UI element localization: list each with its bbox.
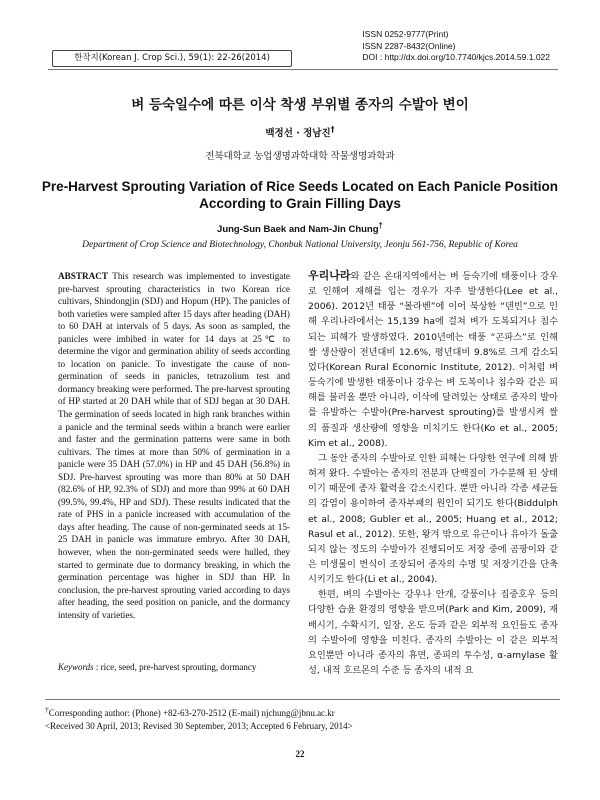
abstract-label: ABSTRACT [58,271,109,281]
body-paragraph-3: 한편, 벼의 수발아는 강우나 안개, 강풍이나 집중호우 등의 다양한 습윤 환경의 영향을 받으며(Park and Kim, 2009), 재배시기, 수확시기, 일장, 온도 등과 같은 외부적 요인들도 종자의 수발아에 영향을 미친다. 종자의 수발아는 이 같은 외부적 요인뿐만 아니라 종자의 휴면, 종피의 투수성, α-amylase 활성, 내적 호르몬의 수준 등 종자의 내적 요 [308,589,558,677]
page-number: 22 [295,749,305,759]
issn-print: ISSN 0252-9777(Print) [362,29,449,39]
header-divider [48,69,558,70]
journal-citation-box [52,50,292,67]
korean-author-names: 백정선 · 정남진 [265,128,331,140]
body-paragraph-1-text: 와 같은 온대지역에서는 벼 등숙기에 태풍이나 강우로 인해여 재해를 입는 경우가 자주 발생한다(Lee et al., 2006). 2012년 태풍 “볼라벤”에 이어 북상한 “덴빈”으로 인해 우리나라에서는 15,139 ha에 걸쳐 벼가 도복되거나 침수되는 피해가 발생하였다. 2010년에는 태풍 “곤파스”로 인해 쌀 생산량이 전년대비 12.6%, 평년대비 9.8%로 크게 감소되었다(Korean Rural Economic Institute, 2012). 이처럼 벼 등숙기에 발생한 태풍이나 강우는 벼 도복이나 침수와 같은 피해를 불러올 뿐만 아니라, 이삭에 달려있는 상태로 종자의 발아를 유발하는 수발아(Pre-harvest sprouting)를 발생시켜 쌀의 품질과 생산량에 영향을 미치기도 한다(Ko et al., 2005; Kim et al., 2008). [308,271,558,449]
english-title: Pre-Harvest Sprouting Variation of Rice Seeds Located on Each Panicle Position According to Grain Filling Days [41,179,559,211]
korean-title: 벼 등숙일수에 따른 이삭 착생 부위별 종자의 수발아 변이 [131,97,469,113]
english-authors [0,221,600,235]
received-dates: <Received 30 April, 2013; Revised 30 September, 2013; Accepted 6 February, 2014> [45,721,353,731]
journal-citation: 한작지(Korean J. Crop Sci.), 59(1): 22-26(2014) [74,53,270,63]
body-lead-word: 우리나라 [308,269,351,282]
korean-author-mark: † [330,125,335,134]
footnote-mark: † [45,705,49,714]
footnote [45,703,560,733]
english-author-names: Jung-Sun Baek and Nam-Jin Chung [217,224,379,236]
abstract [58,270,290,621]
abstract-text: This research was implemented to investigate pre-harvest sprouting characteristics in two Korean rice cultivars, Shindongjin (SDJ) and Hopum (HP). The panicles of both varieties were sampled after 15 days after heading (DAH) to 60 DAH at intervals of 5 days. As soon as sampled, the panicles were imbibed in water for 14 days at 25℃ to determine the vigor and germination ability of seeds according to location on panicle. To investigate the cause of non-germination of seeds in panicles, tetrazolium test and dormancy breaking were performed. The pre-harvest sprouting of HP started at 20 DAH while that of SDJ began at 30 DAH. The germination of seeds located in high rank branches within a panicle and the terminal seeds within a branch were earlier and faster and the germination patterns were same in both cultivars. The times at more than 50% of germination in a panicle were 35 DAH (57.0%) in HP and 45 DAH (56.8%) in SDJ. Pre-harvest sprouting was more than 80% at 50 DAH (82.6% of HP, 92.3% of SDJ) and more than 99% at 60 DAH (99.5%, 99.4%, HP and SDJ). These results indicated that the rate of PHS in a panicle increased with accumulation of the days after heading. The cause of non-germinated seeds at 15-25 DAH in panicle was immature embryo. After 30 DAH, however, when the non-germinated seeds were hulled, they started to germinate due to dormancy breaking, in which the germination percentage was higher in SDJ than HP. In conclusion, the pre-harvest sprouting varied according to days after heading, the seed position on panicle, and the dormancy intensity of varieties. [58,271,290,620]
english-author-mark: † [378,221,383,230]
footnote-divider [45,699,560,700]
keywords-text: : rice, seed, pre-harvest sprouting, dormancy [95,662,257,672]
english-affiliation: Department of Crop Science and Biotechnology, Chonbuk National University, Jeonju 561-756, Republic of Korea [82,240,518,250]
doi-link[interactable]: DOI : http://dx.doi.org/10.7740/kjcs.2014.59.1.022 [362,52,550,62]
keywords [58,662,290,672]
issn-online: ISSN 2287-8432(Online) [362,40,456,51]
issn-block [362,29,550,64]
body-paragraph-1 [308,268,558,451]
corresponding-author-text: Corresponding author: (Phone) +82-63-270-2512 (E-mail) njchung@jbnu.ac.kr [48,708,335,718]
korean-body-column [308,268,558,678]
corresponding-author [45,703,560,720]
body-paragraph-2: 그 동안 종자의 수발아로 인한 피해는 다양한 연구에 의해 밝혀져 왔다. 수발아는 종자의 전분과 단백질이 가수분해 된 상태이기 때문에 종자 활력을 감소시킨다. 뿐만 아니라 각종 세균들의 감염이 용이하여 종자부패의 원인이 되기도 한다(Biddulph et al., 2008; Gubler et al., 2005; Huang et al., 2012; Rasul et al., 2012). 또한, 왕겨 밖으로 유근이나 유아가 돌출되지 않는 정도의 수발아가 진행되어도 저장 중에 곰팡이와 같은 미생물이 번식이 조장되어 종자의 수명 및 저장기간을 단축시키기도 한다(Li et al., 2004). [308,452,558,586]
korean-authors [0,125,600,139]
keywords-label: Keywords [58,662,94,672]
korean-affiliation: 전북대학교 농업생명과학대학 작물생명과학과 [205,151,395,162]
